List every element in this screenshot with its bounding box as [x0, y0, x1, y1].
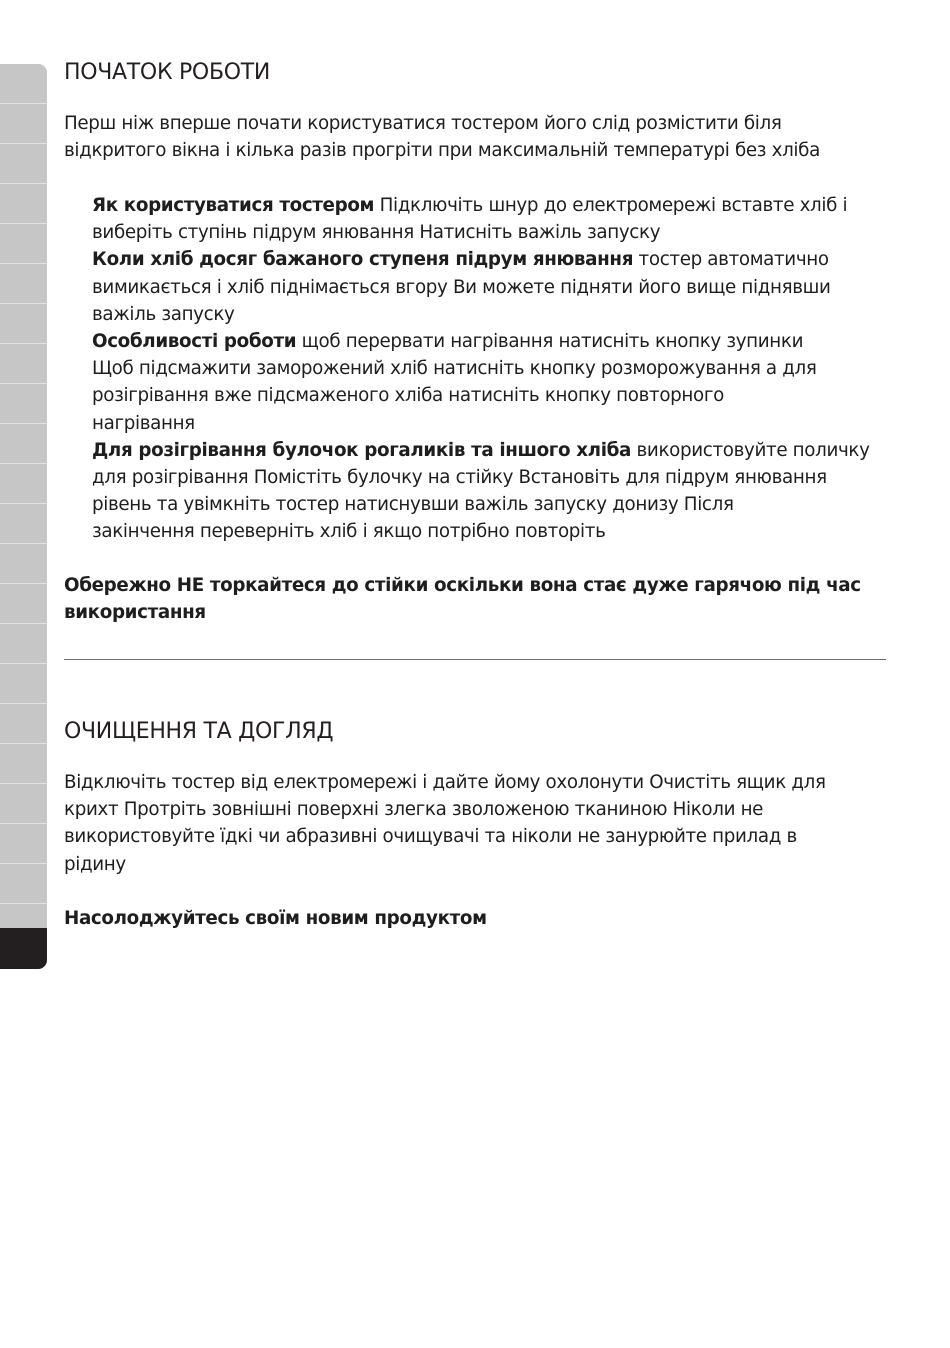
- step-text: Підключіть шнур до електромережі вставте хліб і: [374, 195, 848, 216]
- section-title-getting-started: ПОЧАТОК РОБОТИ: [64, 60, 271, 85]
- cleaning-line: рідину: [64, 853, 126, 875]
- intro-line: Перш ніж вперше почати користуватися тостером його слід розмістити біля: [64, 113, 782, 134]
- step-line: розігрівання вже підсмаженого хліба натисніть кнопку повторного: [92, 385, 724, 407]
- step-line: виберіть ступінь підрум янювання Натисніть важіль запуску: [92, 222, 661, 244]
- cleaning-line: крихт Протріть зовнішні поверхні злегка зволоженою тканиною Ніколи не: [64, 799, 764, 821]
- language-tab: [0, 704, 47, 744]
- closing-line: Насолоджуйтесь своїм новим продуктом: [64, 908, 487, 929]
- step-text: використовуйте поличку: [631, 439, 870, 461]
- language-tab: [0, 384, 47, 424]
- language-tab-strip: [0, 64, 47, 969]
- step-text: тостер автоматично: [633, 249, 829, 271]
- language-tab: [0, 544, 47, 584]
- cleaning-line: Відключіть тостер від електромережі і дайте йому охолонути Очистіть ящик для: [64, 772, 826, 793]
- language-tab-active: [0, 928, 47, 969]
- language-tab: [0, 504, 47, 544]
- language-tab: [0, 664, 47, 704]
- language-tab: [0, 104, 47, 144]
- language-tab: [0, 304, 47, 344]
- step-text: щоб перервати нагрівання натисніть кнопку зупинки: [296, 331, 804, 353]
- language-tab: [0, 224, 47, 264]
- language-tab: [0, 624, 47, 664]
- language-tab: [0, 264, 47, 304]
- step-heading: Як користуватися тостером: [92, 195, 375, 216]
- language-tab: [0, 784, 47, 824]
- language-tab: [0, 424, 47, 464]
- intro-paragraph: [64, 110, 820, 164]
- section-title-cleaning: ОЧИЩЕННЯ ТА ДОГЛЯД: [64, 719, 334, 744]
- language-tab: [0, 824, 47, 864]
- step-line: рівень та увімкніть тостер натиснувши важіль запуску донизу Після: [92, 494, 734, 516]
- cleaning-line: використовуйте їдкі чи абразивні очищувачі та ніколи не занурюйте прилад в: [64, 826, 797, 848]
- section-divider: [64, 659, 886, 660]
- language-tab: [0, 584, 47, 624]
- step-line: закінчення переверніть хліб і якщо потрібно повторіть: [92, 521, 606, 543]
- language-tab: [0, 184, 47, 224]
- language-tab: [0, 344, 47, 384]
- step-line: [92, 192, 870, 219]
- language-tab: [0, 864, 47, 904]
- step-heading: Для розігрівання булочок рогаликів та іншого хліба: [92, 439, 632, 461]
- step-line: вимикається і хліб піднімається вгору Ви можете підняти його вище піднявши: [92, 276, 831, 298]
- warning-line: використання: [64, 602, 206, 624]
- step-line: [92, 437, 870, 464]
- step-line: [92, 328, 870, 355]
- step-heading: Особливості роботи: [92, 331, 297, 353]
- cleaning-paragraph: [64, 769, 826, 878]
- warning-paragraph: [64, 572, 861, 626]
- step-line: важіль запуску: [92, 303, 235, 325]
- step-line: нагрівання: [92, 412, 195, 434]
- step-heading: Коли хліб досяг бажаного ступеня підрум янювання: [92, 249, 634, 271]
- step-line: [92, 246, 870, 273]
- warning-line: Обережно НЕ торкайтеся до стійки оскільки вона стає дуже гарячою під час: [64, 575, 861, 596]
- language-tab: [0, 64, 47, 104]
- instructions-list: [92, 192, 870, 546]
- step-line: Щоб підсмажити заморожений хліб натисніть кнопку розморожування а для: [92, 358, 817, 380]
- language-tab: [0, 744, 47, 784]
- step-line: для розігрівання Помістіть булочку на стійку Встановіть для підрум янювання: [92, 467, 827, 489]
- intro-line: відкритого вікна і кілька разів прогріти при максимальній температурі без хліба: [64, 140, 820, 162]
- language-tab: [0, 144, 47, 184]
- language-tab: [0, 464, 47, 504]
